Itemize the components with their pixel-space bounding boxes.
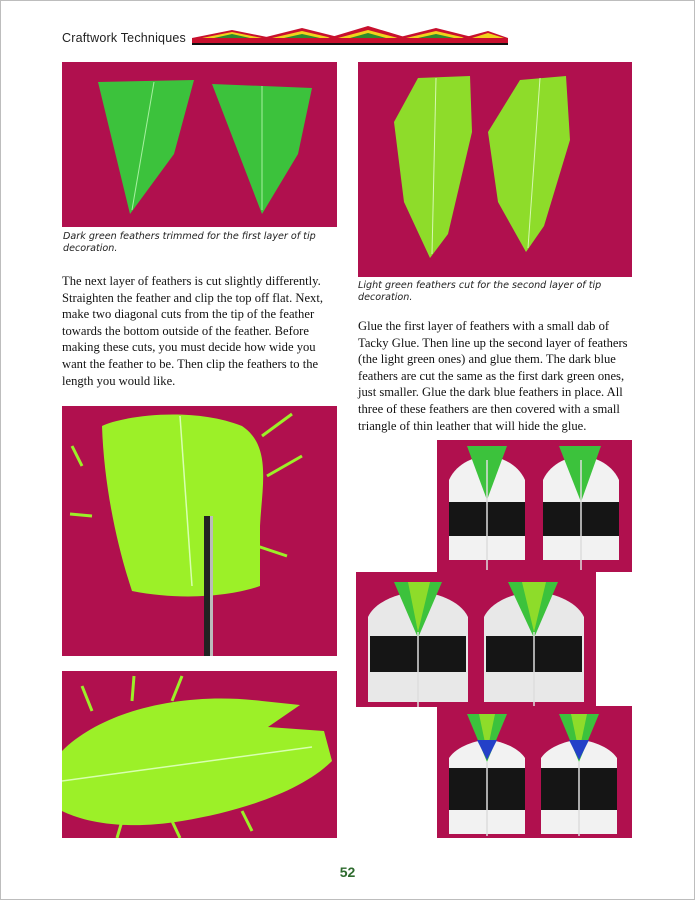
paragraph-feather-cutting: The next layer of feathers is cut slightly differently. Straighten the feather and clip the top off flat. Next, make two diagonal cuts from the tip of the feather towards the bottom outside of the feather. Before making these cuts, you must decide how wide you want the feather to be. Then clip the feathers to the length you would like. bbox=[62, 274, 324, 388]
photo-diagonal-cut-feather bbox=[62, 671, 337, 838]
photo-dark-green-feathers bbox=[62, 62, 337, 227]
photo-layer-step-3 bbox=[437, 706, 632, 838]
running-header: Craftwork Techniques bbox=[62, 31, 186, 45]
caption-dark-green-feathers: Dark green feathers trimmed for the first layer of tip decoration. bbox=[63, 231, 316, 254]
beadwork-border-icon bbox=[192, 24, 508, 46]
photo-light-green-feathers bbox=[358, 62, 632, 277]
paragraph-gluing-layers: Glue the first layer of feathers with a small dab of Tacky Glue. Then line up the second layer of feathers (the light green ones) and glue them. The dark blue feathers are cut the same as the first dark green ones, just smaller. Glue the dark blue feathers in place. All three of these feathers are then covered with a small triangle of thin leather that will hide the glue. bbox=[358, 319, 628, 433]
page-number: 52 bbox=[339, 864, 356, 880]
caption-light-green-feathers: Light green feathers cut for the second layer of tip decoration. bbox=[358, 280, 602, 303]
photo-clipping-feather bbox=[62, 406, 337, 656]
photo-layer-step-1 bbox=[437, 440, 632, 572]
photo-layer-step-2 bbox=[356, 572, 596, 707]
